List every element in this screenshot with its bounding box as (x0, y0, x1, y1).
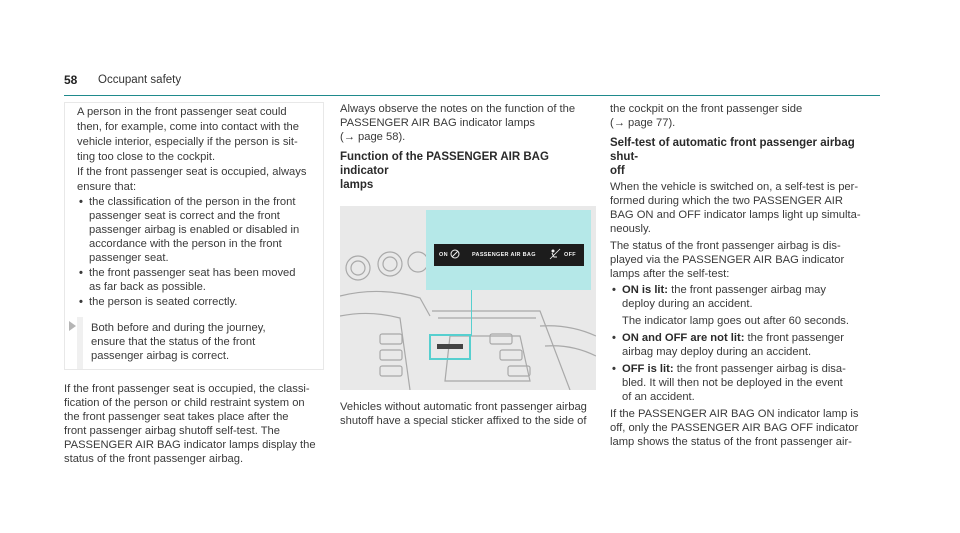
note-line: ting too close to the cockpit. (77, 151, 216, 163)
state-term: ON and OFF are not lit: (622, 332, 745, 344)
paragraph-line: formed during which the two PASSENGER AIR (610, 195, 843, 207)
callout-line (471, 290, 472, 336)
action-bar (77, 317, 83, 369)
page-header (64, 70, 880, 94)
action-step (65, 321, 317, 363)
airbag-on-icon (450, 249, 460, 259)
column-left (64, 102, 322, 466)
figure-caption (340, 400, 598, 428)
lamp-states-list (610, 283, 870, 404)
list-item (77, 195, 317, 265)
paragraph-line: PASSENGER AIR BAG indicator lamps (340, 117, 536, 129)
page-link[interactable]: (→ page 77). (610, 117, 676, 129)
intro-paragraph (340, 102, 598, 144)
section-heading (610, 136, 870, 178)
bullet: • (79, 196, 83, 208)
note-line: vehicle interior, especially if the person is sit- (77, 136, 298, 148)
heading-line: Self-test of automatic front passenger airbag shut- (610, 137, 855, 163)
paragraph-line: the cockpit on the front passenger side (610, 103, 803, 115)
action-arrow-icon (69, 321, 76, 331)
note-line: then, for example, come into contact with the (77, 121, 300, 133)
indicator-lamp-location (437, 344, 463, 349)
indicator-lamp-strip (434, 244, 584, 266)
state-term: ON is lit: (622, 284, 668, 296)
bullet: • (612, 332, 616, 344)
bullet: • (79, 267, 83, 279)
column-right (610, 102, 870, 449)
airbag-sticker (426, 210, 591, 290)
section-title: Occupant safety (98, 74, 182, 86)
list-item-line: passenger seat is correct and the front (89, 210, 280, 222)
caption-line: shutoff have a special sticker affixed to the side of (340, 415, 587, 427)
header-rule (64, 95, 880, 96)
warning-note-box (64, 102, 324, 370)
bullet: • (79, 296, 83, 308)
page-number: 58 (64, 73, 78, 87)
paragraph-line: front passenger airbag shutoff self-test. The (64, 425, 281, 437)
note-line: ensure that: (77, 181, 137, 193)
state-text-line: bled. It will then not be deployed in the event (622, 377, 843, 389)
selftest-paragraph (610, 180, 870, 236)
paragraph-line: If the PASSENGER AIR BAG ON indicator lamp is (610, 408, 859, 420)
heading-line: lamps (340, 179, 374, 191)
state-text: the front passenger airbag is disa- (673, 363, 846, 375)
paragraph-line: Always observe the notes on the function of the (340, 103, 576, 115)
closing-paragraph (610, 407, 870, 449)
state-text-line: airbag may deploy during an accident. (622, 346, 812, 358)
status-paragraph (610, 239, 870, 281)
list-item (610, 283, 870, 328)
heading-line: off (610, 165, 625, 177)
passenger-airbag-label: PASSENGER AIR BAG (472, 252, 536, 258)
paragraph-line: the front passenger seat takes place after the (64, 411, 289, 423)
paragraph-line: status of the front passenger airbag. (64, 453, 244, 465)
list-item-line: the person is seated correctly. (89, 296, 238, 308)
list-item-line: the front passenger seat has been moved (89, 267, 296, 279)
list-item-line: passenger seat. (89, 252, 169, 264)
caption-line: Vehicles without automatic front passenger airbag (340, 401, 587, 413)
list-item-line: as far back as possible. (89, 281, 206, 293)
paragraph-line: The status of the front passenger airbag is dis- (610, 240, 841, 252)
paragraph-line: fication of the person or child restraint system on (64, 397, 305, 409)
state-text: the front passenger (744, 332, 844, 344)
state-extra-line: The indicator lamp goes out after 60 seconds. (622, 315, 849, 327)
paragraph-line: played via the PASSENGER AIR BAG indicator (610, 254, 845, 266)
heading-line: Function of the PASSENGER AIR BAG indicator (340, 151, 549, 177)
note-line: If the front passenger seat is occupied, always (77, 166, 307, 178)
column-middle (340, 102, 598, 428)
action-line: ensure that the status of the front (91, 336, 256, 348)
section-heading (340, 150, 598, 192)
action-line: Both before and during the journey, (91, 322, 266, 334)
paragraph-line: If the front passenger seat is occupied, the classi- (64, 383, 310, 395)
paragraph-line: lamp shows the status of the front passenger air- (610, 436, 852, 448)
list-item-line: accordance with the person in the front (89, 238, 282, 250)
airbag-off-icon (549, 248, 561, 260)
on-label: ON (439, 252, 448, 258)
state-text-line: of an accident. (622, 391, 695, 403)
state-term: OFF is lit: (622, 363, 674, 375)
bullet: • (612, 284, 616, 296)
list-item (77, 295, 317, 309)
action-line: passenger airbag is correct. (91, 350, 230, 362)
state-text: the front passenger airbag may (668, 284, 826, 296)
indicator-location-highlight (429, 334, 471, 360)
paragraph-line: When the vehicle is switched on, a self-test is per- (610, 181, 859, 193)
cockpit-illustration (340, 206, 596, 390)
list-item-line: passenger airbag is enabled or disabled in (89, 224, 300, 236)
intro-paragraph (610, 102, 870, 130)
off-label: OFF (564, 252, 576, 258)
paragraph-line: neously. (610, 223, 651, 235)
paragraph-line: BAG ON and OFF indicator lamps light up simulta- (610, 209, 861, 221)
list-item-line: the classification of the person in the front (89, 196, 296, 208)
page-link[interactable]: (→ page 58). (340, 131, 406, 143)
list-item (77, 266, 317, 294)
note-line: A person in the front passenger seat could (77, 106, 287, 118)
paragraph-line: off, only the PASSENGER AIR BAG OFF indicator (610, 422, 859, 434)
requirements-list (77, 195, 317, 309)
paragraph-line: lamps after the self-test: (610, 268, 730, 280)
state-text-line: deploy during an accident. (622, 298, 753, 310)
bullet: • (612, 363, 616, 375)
classification-paragraph (64, 382, 322, 466)
list-item (610, 362, 870, 404)
paragraph-line: PASSENGER AIR BAG indicator lamps display the (64, 439, 316, 451)
list-item (610, 331, 870, 359)
